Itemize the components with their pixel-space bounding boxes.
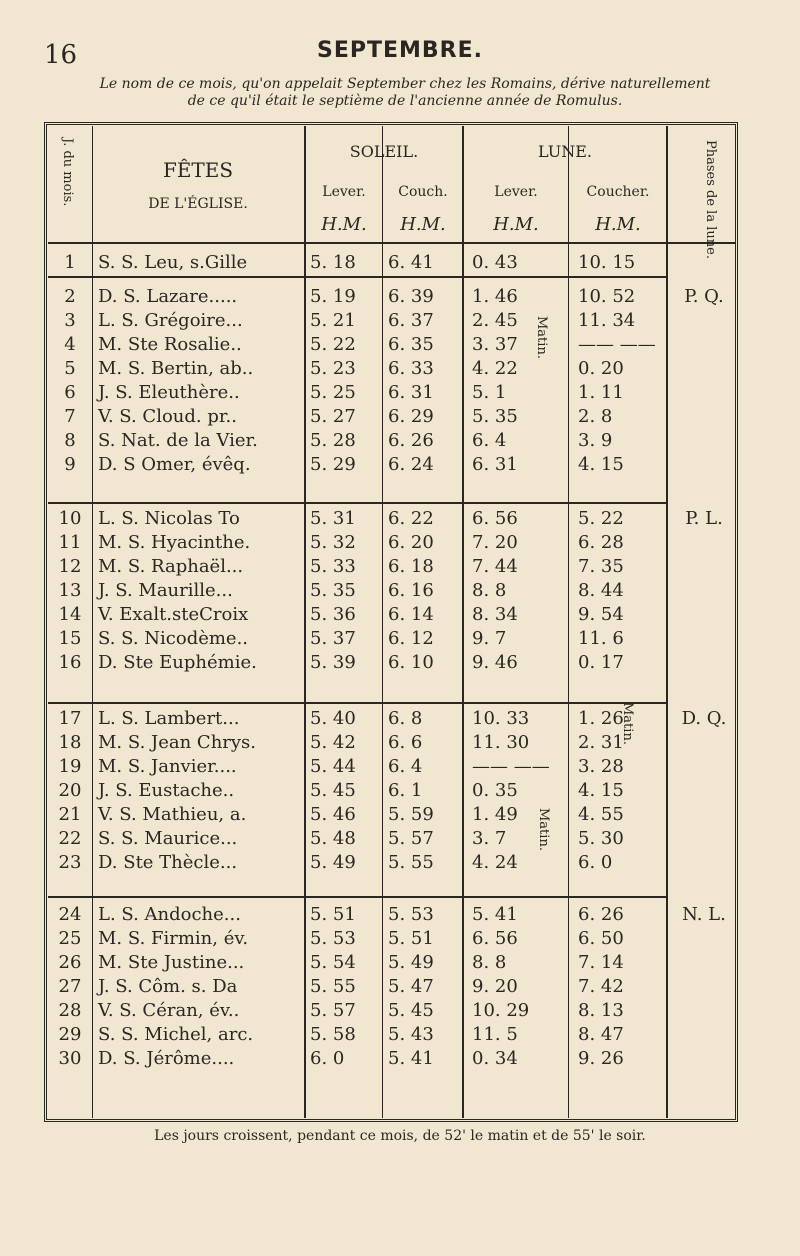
sunset-time: 6. 29 <box>388 406 434 427</box>
feast-name: S. S. Maurice... <box>98 828 238 849</box>
table-row <box>0 828 800 852</box>
moonset-time: 3. 9 <box>578 430 613 451</box>
feast-name: S. S. Michel, arc. <box>98 1024 254 1045</box>
table-row <box>0 1048 800 1072</box>
moonset-time: 8. 13 <box>578 1000 624 1021</box>
day-number: 6 <box>64 382 76 403</box>
day-number: 7 <box>64 406 76 427</box>
sunset-time: 6. 16 <box>388 580 434 601</box>
sunrise-time: 5. 39 <box>310 652 356 673</box>
sunrise-time: 5. 29 <box>310 454 356 475</box>
intro-text <box>40 76 770 110</box>
moonrise-time: 9. 46 <box>472 652 518 673</box>
moonrise-time: 8. 34 <box>472 604 518 625</box>
sunset-time: 5. 53 <box>388 904 434 925</box>
sunrise-time: 5. 51 <box>310 904 356 925</box>
feast-name: L. S. Lambert... <box>98 708 240 729</box>
feast-name: L. S. Grégoire... <box>98 310 243 331</box>
sunset-time: 6. 6 <box>388 732 423 753</box>
feast-name: D. S Omer, évêq. <box>98 454 251 475</box>
feast-name: M. S. Raphaël... <box>98 556 244 577</box>
moonrise-time: 4. 22 <box>472 358 518 379</box>
moonrise-time: —— —— <box>472 756 550 777</box>
feast-name: J. S. Eustache.. <box>98 780 235 801</box>
hm-header: H.M. <box>400 214 446 235</box>
table-row <box>0 604 800 628</box>
fetes-subheader: DE L'ÉGLISE. <box>148 196 248 212</box>
moonrise-time: 1. 46 <box>472 286 518 307</box>
day-number: 13 <box>58 580 82 601</box>
sunset-time: 5. 43 <box>388 1024 434 1045</box>
moonrise-time: 4. 24 <box>472 852 518 873</box>
sunrise-time: 5. 45 <box>310 780 356 801</box>
moonset-time: 6. 28 <box>578 532 624 553</box>
table-row <box>0 732 800 756</box>
soleil-header: SOLEIL. <box>349 142 419 161</box>
feast-name: M. Ste Rosalie.. <box>98 334 242 355</box>
table-row <box>0 928 800 952</box>
day-number: 16 <box>58 652 82 673</box>
day-number: 25 <box>58 928 82 949</box>
sunset-time: 6. 41 <box>388 252 434 273</box>
moonrise-time: 6. 56 <box>472 508 518 529</box>
moonset-time: 4. 15 <box>578 780 624 801</box>
moon-phase: P. L. <box>685 508 723 529</box>
week-separator <box>48 276 668 278</box>
table-row <box>0 852 800 876</box>
moonset-time: 5. 30 <box>578 828 624 849</box>
feast-name: J. S. Eleuthère.. <box>98 382 240 403</box>
sunrise-time: 5. 23 <box>310 358 356 379</box>
table-row <box>0 382 800 406</box>
table-row <box>0 780 800 804</box>
moonrise-time: 2. 45 <box>472 310 518 331</box>
page-number: 16 <box>44 40 78 70</box>
day-number: 12 <box>58 556 82 577</box>
feast-name: M. S. Janvier.... <box>98 756 237 777</box>
moon-phase: D. Q. <box>681 708 727 729</box>
day-number: 20 <box>58 780 82 801</box>
sunrise-time: 5. 57 <box>310 1000 356 1021</box>
hm-header: H.M. <box>321 214 367 235</box>
moonrise-time: 6. 56 <box>472 928 518 949</box>
day-number: 11 <box>58 532 82 553</box>
moonset-time: 10. 15 <box>578 252 636 273</box>
feast-name: V. S. Céran, év.. <box>98 1000 240 1021</box>
sunrise-time: 5. 54 <box>310 952 356 973</box>
sunset-time: 6. 10 <box>388 652 434 673</box>
feast-name: S. Nat. de la Vier. <box>98 430 258 451</box>
day-number: 4 <box>64 334 76 355</box>
table-row <box>0 286 800 310</box>
moonset-time: 10. 52 <box>578 286 636 307</box>
moonset-time: 11. 34 <box>578 310 636 331</box>
lune-lever-header: Lever. <box>494 184 538 200</box>
sunset-time: 6. 20 <box>388 532 434 553</box>
sunset-time: 5. 51 <box>388 928 434 949</box>
sunset-time: 6. 8 <box>388 708 423 729</box>
sunset-time: 5. 47 <box>388 976 434 997</box>
day-number: 9 <box>64 454 76 475</box>
day-number: 23 <box>58 852 82 873</box>
day-number: 30 <box>58 1048 82 1069</box>
header-separator <box>48 242 736 244</box>
sunset-time: 5. 55 <box>388 852 434 873</box>
moonrise-time: 6. 31 <box>472 454 518 475</box>
moonrise-time: 0. 35 <box>472 780 518 801</box>
feast-name: V. Exalt.steCroix <box>98 604 249 625</box>
feast-name: V. S. Cloud. pr.. <box>98 406 237 427</box>
table-row <box>0 804 800 828</box>
day-number: 19 <box>58 756 82 777</box>
day-number: 24 <box>58 904 82 925</box>
sunrise-time: 5. 48 <box>310 828 356 849</box>
sunrise-time: 5. 31 <box>310 508 356 529</box>
moonrise-time: 5. 41 <box>472 904 518 925</box>
moonrise-time: 8. 8 <box>472 580 507 601</box>
sunrise-time: 5. 28 <box>310 430 356 451</box>
sunrise-time: 5. 44 <box>310 756 356 777</box>
moonset-time: 6. 26 <box>578 904 624 925</box>
phases-header: Phases de la lune. <box>703 140 718 259</box>
table-row <box>0 454 800 478</box>
sunset-time: 6. 37 <box>388 310 434 331</box>
sunset-time: 6. 18 <box>388 556 434 577</box>
moonset-time: 4. 15 <box>578 454 624 475</box>
sunrise-time: 5. 40 <box>310 708 356 729</box>
lune-coucher-header: Coucher. <box>586 184 650 200</box>
moonset-time: 9. 54 <box>578 604 624 625</box>
feast-name: V. S. Mathieu, a. <box>98 804 247 825</box>
moonset-time: 2. 8 <box>578 406 613 427</box>
feast-name: M. S. Jean Chrys. <box>98 732 257 753</box>
moonset-time: 0. 17 <box>578 652 624 673</box>
feast-name: M. S. Firmin, év. <box>98 928 249 949</box>
moonset-time: 1. 26 <box>578 708 624 729</box>
day-number: 8 <box>64 430 76 451</box>
feast-name: L. S. Andoche... <box>98 904 241 925</box>
table-row <box>0 334 800 358</box>
feast-name: S. S. Leu, s.Gille <box>98 252 248 273</box>
sunrise-time: 5. 58 <box>310 1024 356 1045</box>
sunrise-time: 5. 42 <box>310 732 356 753</box>
moonrise-time: 7. 20 <box>472 532 518 553</box>
feast-name: J. S. Côm. s. Da <box>98 976 238 997</box>
hm-header: H.M. <box>493 214 539 235</box>
table-row <box>0 556 800 580</box>
sunset-time: 6. 39 <box>388 286 434 307</box>
moonrise-time: 9. 7 <box>472 628 507 649</box>
sunrise-time: 5. 36 <box>310 604 356 625</box>
day-number: 14 <box>58 604 82 625</box>
moonrise-time: 5. 35 <box>472 406 518 427</box>
sunrise-time: 5. 53 <box>310 928 356 949</box>
feast-name: D. S. Jérôme.... <box>98 1048 235 1069</box>
feast-name: D. Ste Euphémie. <box>98 652 257 673</box>
sunset-time: 6. 22 <box>388 508 434 529</box>
day-number: 15 <box>58 628 82 649</box>
table-row <box>0 756 800 780</box>
feast-name: D. Ste Thècle... <box>98 852 238 873</box>
table-row <box>0 532 800 556</box>
sunrise-time: 5. 37 <box>310 628 356 649</box>
table-row <box>0 430 800 454</box>
day-number: 1 <box>64 252 76 273</box>
feast-name: M. Ste Justine... <box>98 952 245 973</box>
page-title: SEPTEMBRE. <box>316 38 484 63</box>
sunset-time: 6. 14 <box>388 604 434 625</box>
moonrise-time: 10. 29 <box>472 1000 530 1021</box>
day-number: 29 <box>58 1024 82 1045</box>
sunset-time: 6. 35 <box>388 334 434 355</box>
footer-note: Les jours croissent, pendant ce mois, de 52' le matin et de 55' le soir. <box>154 1128 646 1144</box>
sunset-time: 5. 49 <box>388 952 434 973</box>
moonset-time: 7. 42 <box>578 976 624 997</box>
soleil-coucher-header: Couch. <box>398 184 448 200</box>
sunrise-time: 6. 0 <box>310 1048 345 1069</box>
table-row <box>0 580 800 604</box>
table-row <box>0 708 800 732</box>
sunset-time: 6. 12 <box>388 628 434 649</box>
day-number: 10 <box>58 508 82 529</box>
sunset-time: 6. 31 <box>388 382 434 403</box>
moonrise-time: 10. 33 <box>472 708 530 729</box>
day-number: 18 <box>58 732 82 753</box>
feast-name: D. S. Lazare..... <box>98 286 238 307</box>
sunrise-time: 5. 21 <box>310 310 356 331</box>
sunset-time: 5. 41 <box>388 1048 434 1069</box>
moonset-time: 2. 31 <box>578 732 624 753</box>
sunset-time: 6. 24 <box>388 454 434 475</box>
feast-name: J. S. Maurille... <box>98 580 233 601</box>
moonset-time: 11. 6 <box>578 628 624 649</box>
day-number: 22 <box>58 828 82 849</box>
moonrise-time: 0. 43 <box>472 252 518 273</box>
moonset-time: 7. 35 <box>578 556 624 577</box>
moonrise-time: 7. 44 <box>472 556 518 577</box>
day-number: 17 <box>58 708 82 729</box>
sunrise-time: 5. 49 <box>310 852 356 873</box>
moonset-time: —— —— <box>578 334 656 355</box>
sunset-time: 6. 26 <box>388 430 434 451</box>
moon-phase: P. Q. <box>684 286 724 307</box>
day-number: 2 <box>64 286 76 307</box>
moonset-time: 3. 28 <box>578 756 624 777</box>
feast-name: M. S. Bertin, ab.. <box>98 358 254 379</box>
matin-note: Matin. <box>534 316 549 359</box>
week-separator <box>48 502 668 504</box>
moonset-time: 5. 22 <box>578 508 624 529</box>
sunrise-time: 5. 35 <box>310 580 356 601</box>
moonset-time: 1. 11 <box>578 382 624 403</box>
table-row <box>0 904 800 928</box>
moonset-time: 8. 47 <box>578 1024 624 1045</box>
moonset-time: 4. 55 <box>578 804 624 825</box>
day-number: 28 <box>58 1000 82 1021</box>
moonrise-time: 3. 37 <box>472 334 518 355</box>
moonset-time: 8. 44 <box>578 580 624 601</box>
moon-phase: N. L. <box>682 904 726 925</box>
moonset-time: 9. 26 <box>578 1048 624 1069</box>
soleil-lever-header: Lever. <box>322 184 366 200</box>
moonrise-time: 9. 20 <box>472 976 518 997</box>
moonset-time: 6. 0 <box>578 852 613 873</box>
moonset-time: 0. 20 <box>578 358 624 379</box>
moonset-time: 7. 14 <box>578 952 624 973</box>
sunrise-time: 5. 27 <box>310 406 356 427</box>
feast-name: S. S. Nicodème.. <box>98 628 249 649</box>
week-separator <box>48 702 668 704</box>
day-number: 5 <box>64 358 76 379</box>
day-column-header: J. du mois. <box>60 138 75 207</box>
moonrise-time: 11. 30 <box>472 732 530 753</box>
sunset-time: 6. 33 <box>388 358 434 379</box>
matin-note: Matin. <box>620 702 635 745</box>
table-row <box>0 628 800 652</box>
day-number: 26 <box>58 952 82 973</box>
table-row <box>0 976 800 1000</box>
table-row <box>0 508 800 532</box>
table-row <box>0 652 800 676</box>
day-number: 21 <box>58 804 82 825</box>
lune-header: LUNE. <box>538 142 592 161</box>
sunset-time: 5. 45 <box>388 1000 434 1021</box>
sunrise-time: 5. 32 <box>310 532 356 553</box>
sunrise-time: 5. 55 <box>310 976 356 997</box>
day-number: 27 <box>58 976 82 997</box>
matin-note: Matin. <box>536 808 551 851</box>
moonrise-time: 1. 49 <box>472 804 518 825</box>
moonrise-time: 3. 7 <box>472 828 507 849</box>
sunset-time: 5. 59 <box>388 804 434 825</box>
moonrise-time: 8. 8 <box>472 952 507 973</box>
week-separator <box>48 896 668 898</box>
sunrise-time: 5. 46 <box>310 804 356 825</box>
sunset-time: 5. 57 <box>388 828 434 849</box>
table-row <box>0 406 800 430</box>
sunrise-time: 5. 22 <box>310 334 356 355</box>
sunrise-time: 5. 19 <box>310 286 356 307</box>
sunrise-time: 5. 25 <box>310 382 356 403</box>
moonrise-time: 6. 4 <box>472 430 507 451</box>
sunrise-time: 5. 33 <box>310 556 356 577</box>
sunset-time: 6. 1 <box>388 780 423 801</box>
table-row <box>0 252 800 276</box>
table-row <box>0 1024 800 1048</box>
moonrise-time: 5. 1 <box>472 382 507 403</box>
sunset-time: 6. 4 <box>388 756 423 777</box>
sunrise-time: 5. 18 <box>310 252 356 273</box>
table-row <box>0 1000 800 1024</box>
moonrise-time: 11. 5 <box>472 1024 518 1045</box>
fetes-header: FÊTES <box>162 158 234 182</box>
table-row <box>0 952 800 976</box>
feast-name: L. S. Nicolas To <box>98 508 240 529</box>
moonrise-time: 0. 34 <box>472 1048 518 1069</box>
table-row <box>0 310 800 334</box>
feast-name: M. S. Hyacinthe. <box>98 532 251 553</box>
hm-header: H.M. <box>595 214 641 235</box>
table-row <box>0 358 800 382</box>
moonset-time: 6. 50 <box>578 928 624 949</box>
day-number: 3 <box>64 310 76 331</box>
intro-line-1: Le nom de ce mois, qu'on appelait September chez les Romains, dérive naturellement <box>99 76 711 92</box>
intro-line-2: de ce qu'il était le septième de l'ancienne année de Romulus. <box>187 93 623 109</box>
